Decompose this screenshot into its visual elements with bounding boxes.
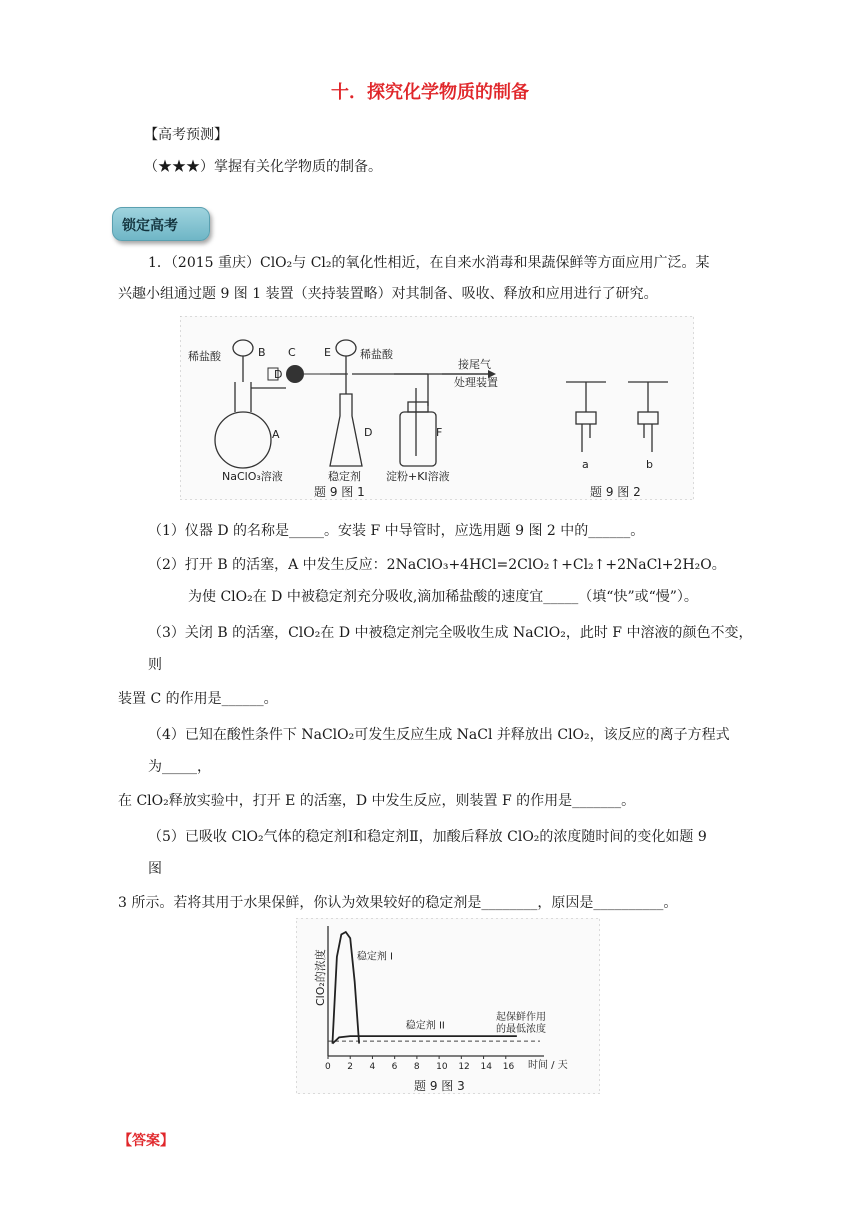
forecast-text: （★★★）掌握有关化学物质的制备。 bbox=[144, 159, 382, 175]
part-2a: （2）打开 B 的活塞，A 中发生反应：2NaClO₃+4HCl=2ClO₂↑+Cl₂↑+2NaCl+2H₂O。 bbox=[148, 557, 726, 573]
section-button-label: 锁定高考 bbox=[122, 218, 178, 234]
label-a: A bbox=[272, 428, 280, 441]
label-tail-gas-1: 接尾气 bbox=[458, 358, 491, 371]
label-tail-gas-2: 处理装置 bbox=[454, 376, 498, 389]
part-5c: 3 所示。若将其用于水果保鲜，你认为效果较好的稳定剂是________，原因是__________。 bbox=[118, 895, 678, 911]
label-f: F bbox=[436, 426, 443, 439]
label-tube-a: a bbox=[582, 458, 589, 471]
chart-svg bbox=[296, 918, 600, 1094]
chart-x-tick-label: 16 bbox=[502, 1062, 515, 1072]
concentration-chart bbox=[296, 918, 600, 1094]
chart-x-tick-label: 14 bbox=[480, 1062, 493, 1072]
part-5a: （5）已吸收 ClO₂气体的稳定剂Ⅰ和稳定剂Ⅱ，加酸后释放 ClO₂的浓度随时间的变化如题 9 bbox=[148, 829, 707, 845]
apparatus-figure bbox=[180, 316, 694, 500]
label-b: B bbox=[258, 346, 266, 359]
answer-label: 【答案】 bbox=[118, 1133, 174, 1149]
figure1-caption: 题 9 图 1 bbox=[314, 485, 365, 499]
part-3b: 则 bbox=[148, 657, 162, 673]
part-4b: 为_____， bbox=[148, 759, 211, 775]
label-tube-b: b bbox=[646, 458, 653, 471]
part-3a: （3）关闭 B 的活塞，ClO₂在 D 中被稳定剂完全吸收生成 NaClO₂，此时 F 中溶液的颜色不变， bbox=[148, 625, 753, 641]
label-d: D bbox=[364, 426, 373, 439]
part-4a: （4）已知在酸性条件下 NaClO₂可发生反应生成 NaCl 并释放出 ClO₂，该反应的离子方程式 bbox=[148, 727, 730, 743]
chart-ylabel: ClO₂的浓度 bbox=[314, 949, 327, 1006]
chart-x-tick-label: 12 bbox=[458, 1062, 470, 1072]
chart-annotation-1: 起保鲜作用 bbox=[496, 1012, 546, 1023]
label-dilute-hcl-right: 稀盐酸 bbox=[360, 348, 393, 361]
chart-x-tick-label: 2 bbox=[347, 1062, 353, 1072]
part-1: （1）仪器 D 的名称是_____。安装 F 中导管时，应选用题 9 图 2 中的______。 bbox=[148, 523, 645, 539]
forecast-heading: 【高考预测】 bbox=[144, 127, 228, 143]
figure2-caption: 题 9 图 2 bbox=[590, 485, 641, 499]
question-intro-line-2: 兴趣小组通过题 9 图 1 装置（夹持装置略）对其制备、吸收、释放和应用进行了研究。 bbox=[118, 286, 658, 302]
label-starch-ki: 淀粉+KI溶液 bbox=[386, 470, 450, 483]
chart-caption: 题 9 图 3 bbox=[414, 1079, 465, 1093]
apparatus-svg bbox=[180, 316, 694, 500]
chart-x-tick-label: 10 bbox=[436, 1062, 448, 1072]
chart-annotation-2: 的最低浓度 bbox=[496, 1024, 546, 1035]
chart-series-label-2: 稳定剂 II bbox=[405, 1020, 445, 1032]
label-naclo3: NaClO₃溶液 bbox=[222, 470, 283, 483]
chart-x-tick-label: 4 bbox=[369, 1062, 376, 1072]
label-stabilizer: 稳定剂 bbox=[328, 470, 361, 483]
chart-series-label-1: 稳定剂 I bbox=[356, 951, 394, 963]
label-e: E bbox=[324, 346, 331, 359]
question-intro-line-1: 1．（2015 重庆）ClO₂与 Cl₂的氧化性相近，在自来水消毒和果蔬保鲜等方面应用广泛。某 bbox=[148, 255, 710, 271]
chart-xlabel: 时间 / 天 bbox=[528, 1060, 568, 1071]
part-3c: 装置 C 的作用是______。 bbox=[118, 691, 278, 707]
part-5b: 图 bbox=[148, 861, 162, 877]
chart-x-tick-label: 0 bbox=[325, 1062, 331, 1072]
chart-x-tick-label: 6 bbox=[391, 1062, 398, 1072]
page-title: 十．探究化学物质的制备 bbox=[331, 82, 529, 103]
part-2b: 为使 ClO₂在 D 中被稳定剂充分吸收,滴加稀盐酸的速度宜_____（填“快”或“慢”）。 bbox=[188, 589, 698, 605]
part-4c: 在 ClO₂释放实验中，打开 E 的活塞，D 中发生反应，则装置 F 的作用是_______。 bbox=[118, 793, 636, 809]
section-button-locked-exam[interactable] bbox=[112, 207, 210, 241]
label-dilute-hcl-left: 稀盐酸 bbox=[188, 350, 221, 363]
label-c: C bbox=[288, 346, 296, 359]
label-d-left: D bbox=[274, 368, 283, 381]
chart-x-tick-label: 8 bbox=[413, 1062, 420, 1072]
